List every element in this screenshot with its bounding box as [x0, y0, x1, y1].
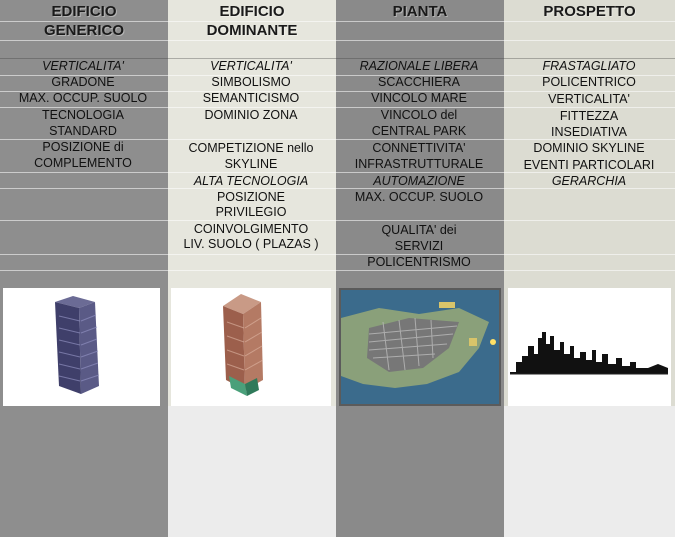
lower-band — [0, 406, 168, 537]
criterion-item: PRIVILEGIO — [215, 205, 287, 219]
criterion-item: COMPETIZIONE nello — [188, 141, 314, 155]
column-header — [504, 2, 675, 21]
criterion-item: TECNOLOGIA — [42, 108, 124, 122]
header-line: GENERICO — [43, 22, 124, 39]
header-line: EDIFICIO — [51, 3, 117, 20]
criterion-item: VINCOLO del — [380, 108, 458, 122]
criterion-item: SKYLINE — [224, 157, 278, 171]
criterion-item: COMPLEMENTO — [34, 156, 132, 170]
header-line: EDIFICIO — [219, 3, 285, 20]
criterion-item: INFRASTRUTTURALE — [354, 157, 484, 171]
image-panel — [508, 288, 671, 406]
criterion-item: AUTOMAZIONE — [373, 174, 465, 188]
skyline-silhouette-icon — [508, 288, 671, 406]
row-divider — [0, 270, 675, 271]
criterion-item: ALTA TECNOLOGIA — [193, 174, 309, 188]
image-panel — [171, 288, 331, 406]
criterion-item: POLICENTRISMO — [367, 255, 471, 269]
skyscraper-icon — [3, 288, 160, 406]
row-divider — [0, 220, 675, 221]
criterion-item: SIMBOLISMO — [211, 75, 291, 89]
row-divider — [0, 40, 675, 41]
criterion-item: CENTRAL PARK — [371, 124, 467, 138]
criterion-item: POSIZIONE — [216, 190, 286, 204]
criterion-item: VERTICALITA' — [42, 59, 124, 73]
criterion-item: COINVOLGIMENTO — [193, 222, 309, 236]
criterion-item: STANDARD — [49, 124, 117, 138]
criterion-item: POLICENTRICO — [542, 75, 636, 89]
criterion-item: DOMINIO ZONA — [204, 108, 298, 122]
criterion-item: RAZIONALE LIBERA — [359, 59, 479, 73]
criterion-item: FITTEZZA — [559, 109, 619, 123]
criterion-item: DOMINIO SKYLINE — [533, 141, 645, 155]
header-line: PROSPETTO — [543, 3, 636, 20]
criterion-item: QUALITA' dei — [381, 223, 457, 237]
criterion-item: MAX. OCCUP. SUOLO — [18, 91, 148, 105]
criterion-item: INSEDIATIVA — [551, 125, 627, 139]
lower-band — [168, 406, 336, 537]
criterion-item: VINCOLO MARE — [371, 91, 467, 105]
criterion-item: SERVIZI — [394, 239, 444, 253]
criterion-item: LIV. SUOLO ( PLAZAS ) — [183, 237, 319, 251]
criterion-item: GRADONE — [51, 75, 115, 89]
criterion-item: GERARCHIA — [551, 174, 627, 188]
image-panel — [339, 288, 501, 406]
criterion-item: SCACCHIERA — [378, 75, 460, 89]
criterion-item: FRASTAGLIATO — [542, 59, 636, 73]
header-line: PIANTA — [392, 3, 448, 20]
city-map-icon — [339, 288, 501, 406]
lower-band — [336, 406, 504, 537]
header-line: DOMINANTE — [206, 22, 298, 39]
criterion-item: POSIZIONE di — [42, 140, 124, 154]
criterion-item: VERTICALITA' — [210, 59, 292, 73]
criterion-item: EVENTI PARTICOLARI — [523, 158, 655, 172]
image-panel — [3, 288, 160, 406]
tower-icon — [171, 288, 331, 406]
criterion-item: CONNETTIVITA' — [372, 141, 466, 155]
criterion-item: VERTICALITA' — [548, 92, 630, 106]
criterion-item: SEMANTICISMO — [202, 91, 300, 105]
column-header — [336, 2, 504, 21]
column-header — [168, 2, 336, 40]
column-header — [0, 2, 168, 40]
criterion-item: MAX. OCCUP. SUOLO — [354, 190, 484, 204]
lower-band — [504, 406, 675, 537]
